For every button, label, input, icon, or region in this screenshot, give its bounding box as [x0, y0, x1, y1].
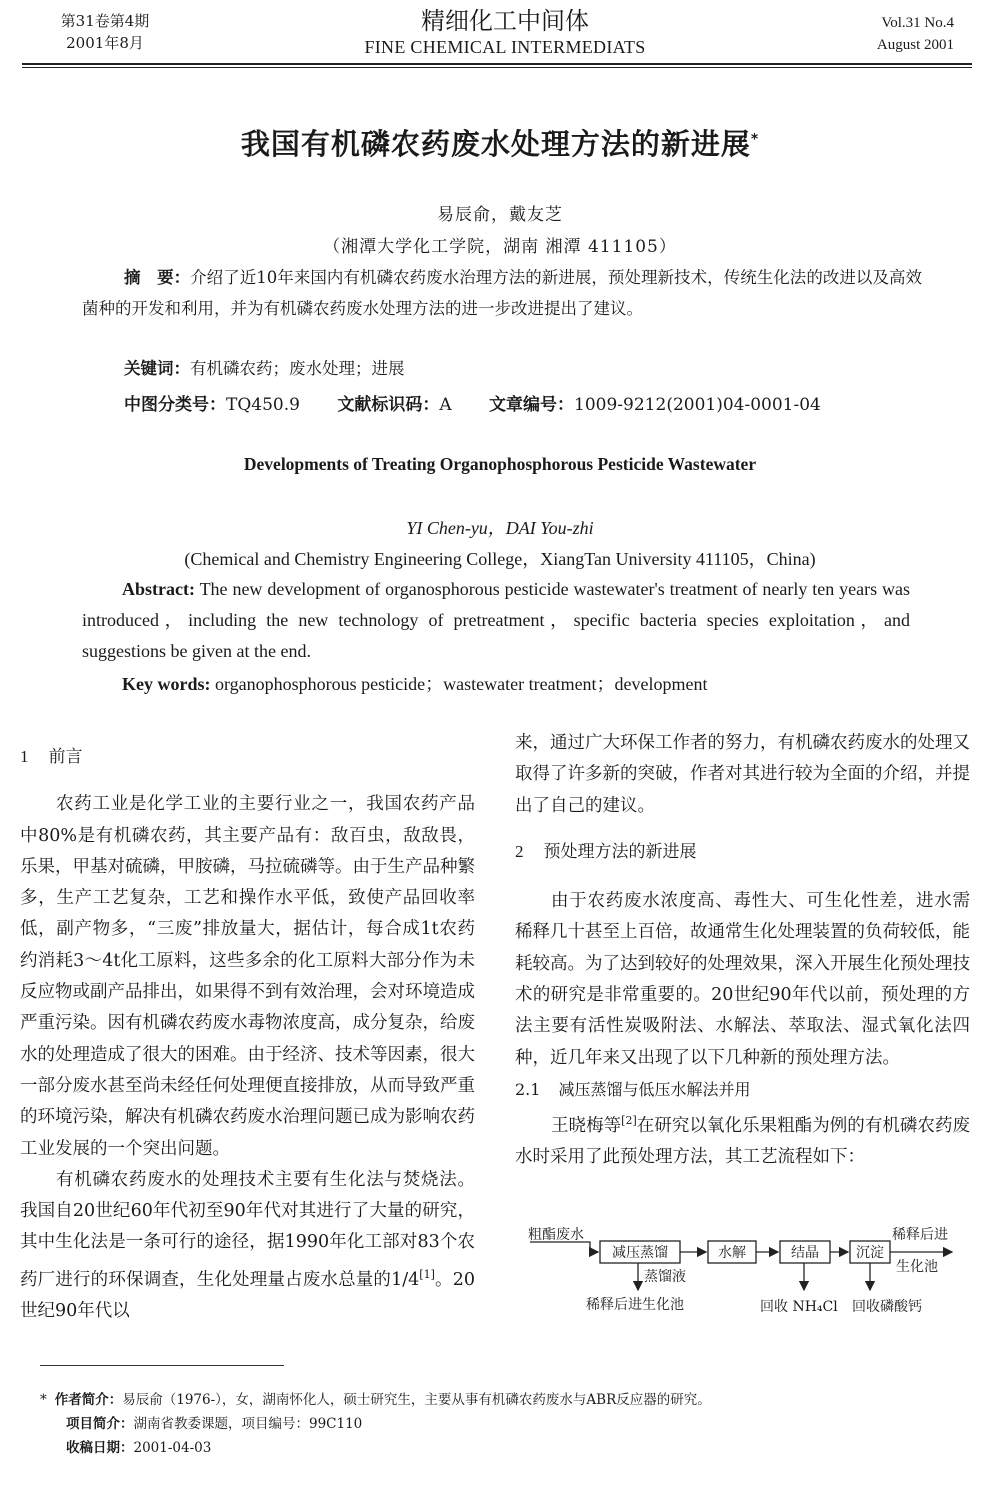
flow-box-hydrolysis-label: 水解 — [718, 1245, 746, 1261]
doc-code-value: A — [439, 395, 452, 415]
abstract-en — [82, 574, 910, 667]
article-title — [0, 122, 1000, 163]
keywords-cn-label: 关键词： — [124, 359, 190, 378]
subsection-2-1-title: 减压蒸馏与低压水解法并用 — [558, 1079, 751, 1099]
section-1-number: 1 — [20, 747, 29, 766]
paragraph-5-ref: [2] — [621, 1114, 637, 1128]
article-no-value: 1009-9212(2001)04-0001-04 — [574, 395, 821, 415]
section-1-heading — [20, 741, 475, 773]
english-authors: YI Chen-yu，DAI You-zhi — [406, 518, 594, 538]
section-2-number: 2 — [515, 841, 524, 861]
abstract-cn — [82, 262, 922, 324]
english-affiliation: (Chemical and Chemistry Engineering College，XiangTan University 411105，China) — [184, 549, 816, 569]
journal-name-cn: 精细化工中间体 — [421, 7, 589, 35]
class-label: 中图分类号： — [124, 395, 226, 415]
process-flow-diagram — [520, 1228, 970, 1318]
footnote-project-label: 项目简介： — [66, 1416, 134, 1432]
flow-box-crystallize-label: 结晶 — [791, 1245, 819, 1261]
paragraph-2-text: 有机磷农药废水的处理技术主要有生化法与焚烧法。我国自20世纪60年代初至90年代对其进行了大量的研究，其中生化法是一条可行的途径，据1990年化工部对83个农药厂进行的环保调查，生化处理量占废水总量的1/4 — [20, 1169, 475, 1290]
footnote-rule — [40, 1365, 284, 1366]
keywords-en-label: Key words: — [122, 674, 211, 694]
header-vol-cn: 第31卷第4期 — [60, 12, 150, 30]
paragraph-5-text: 在研究以氧化乐果粗酯为例的有机磷农药废水时采用了此预处理方法，其工艺流程如下： — [515, 1116, 971, 1168]
flow-branch-1-label: 稀释后进生化池 — [586, 1297, 684, 1313]
abstract-cn-label: 摘 要： — [124, 268, 191, 287]
footnote-project — [66, 1414, 362, 1434]
header-vol-en: Vol.31 No.4 — [881, 15, 954, 31]
section-1-title: 前言 — [48, 747, 83, 767]
header-date-en: August 2001 — [876, 37, 954, 53]
paragraph-3: 来，通过广大环保工作者的努力，有机磷农药废水的处理又取得了许多新的突破，作者对其进行较为全面的介绍，并提出了自己的建议。 — [515, 733, 970, 816]
paragraph-2-ref: [1] — [419, 1267, 435, 1281]
title-text: 我国有机磷农药废水处理方法的新进展 — [240, 127, 751, 161]
flow-output-label-1: 稀释后进 — [892, 1227, 948, 1243]
keywords-en — [122, 670, 708, 696]
class-value: TQ450.9 — [226, 395, 300, 415]
subsection-2-1-heading — [515, 1074, 970, 1105]
flow-branch-3-label: 回收磷酸钙 — [852, 1299, 922, 1315]
english-title: Developments of Treating Organophosphorous Pesticide Wastewater — [243, 454, 757, 474]
keywords-en-text: organophosphorous pesticide；wastewater treatment；development — [215, 674, 708, 694]
body-right-column — [515, 728, 970, 1174]
abstract-cn-text: 介绍了近10年来国内有机磷农药废水治理方法的新进展，预处理新技术，传统生化法的改进以及高效菌种的开发和利用，并为有机磷农药废水处理方法的进一步改进提出了建议。 — [82, 268, 923, 318]
flow-distillate-label: 蒸馏液 — [644, 1269, 686, 1285]
flow-box-precipitate-label: 沉淀 — [856, 1245, 884, 1261]
keywords-cn — [124, 355, 405, 379]
body-left-column — [20, 741, 475, 1327]
flow-output-label-2: 生化池 — [896, 1259, 938, 1275]
section-2-heading — [515, 836, 970, 868]
footnote-author-text: 易辰俞（1976-），女，湖南怀化人，硕士研究生，主要从事有机磷农药废水与ABR反应器的研究。 — [122, 1392, 711, 1408]
keywords-cn-text: 有机磷农药；废水处理；进展 — [190, 359, 405, 378]
header-rule-thin — [22, 67, 972, 68]
footnote-received-label: 收稿日期： — [66, 1440, 134, 1456]
section-2-title: 预处理方法的新进展 — [543, 841, 697, 862]
header-volume-cn — [40, 10, 170, 54]
flow-input-label: 粗酯废水 — [528, 1227, 584, 1243]
footnote-project-text: 湖南省教委课题，项目编号：99C110 — [133, 1416, 363, 1432]
journal-name-en: FINE CHEMICAL INTERMEDIATS — [364, 37, 646, 57]
footnote-received — [66, 1438, 211, 1458]
paragraph-5-head: 王晓梅等 — [551, 1116, 622, 1137]
paragraph-5 — [515, 1105, 970, 1173]
footnote-mark: * — [40, 1392, 47, 1408]
article-authors: 易辰俞，戴友芝 — [437, 205, 563, 225]
abstract-en-text: The new development of organosphorous pesticide wastewater's treatment of nearly ten years was introduced，including the new technology of pretreatment，specific bacteria species exploitation，and suggestions be given at the end. — [82, 579, 910, 661]
article-no-label: 文章编号： — [489, 395, 575, 415]
paragraph-4: 由于农药废水浓度高、毒性大、可生化性差，进水需稀释几十甚至上百倍，故通常生化处理装置的负荷较低，能耗较高。为了达到较好的处理效果，深入开展生化预处理技术的研究是非常重要的。20世纪90年代以前，预处理的方法主要有活性炭吸附法、水解法、萃取法、湿式氧化法四种，近几年来又出现了以下几种新的预处理方法。 — [515, 891, 970, 1068]
subsection-2-1-number: 2.1 — [515, 1079, 541, 1099]
classification-line — [124, 390, 853, 415]
flow-branch-2-label: 回收 NH₄Cl — [760, 1299, 838, 1315]
paragraph-1: 农药工业是化学工业的主要行业之一，我国农药产品中80%是有机磷农药，其主要产品有：敌百虫，敌敌畏，乐果，甲基对硫磷，甲胺磷，马拉硫磷等。由于生产品种繁多，生产工艺复杂，工艺和操作水平低，致使产品回收率低，副产物多，“三废”排放量大，据估计，每合成1t农药约消耗3～4t化工原料，这些多余的化工原料大部分作为未反应物或副产品排出，如果得不到有效治理，会对环境造成严重污染。因有机磷农药废水毒物浓度高，成分复杂，给废水的处理造成了很大的困难。由于经济、技术等因素，很大一部分废水甚至尚未经任何处理便直接排放，从而导致严重的环境污染，解决有机磷农药废水治理问题已成为影响农药工业发展的一个突出问题。 — [20, 794, 475, 1159]
paragraph-2 — [20, 1165, 475, 1327]
title-footnote-mark: * — [750, 131, 760, 148]
flow-box-distill-label: 减压蒸馏 — [612, 1245, 668, 1261]
journal-name — [320, 6, 690, 58]
doc-code-label: 文献标识码： — [337, 395, 440, 415]
article-affiliation: （湘潭大学化工学院，湖南 湘潭 411105） — [323, 237, 677, 257]
footnote-author-label: 作者简介： — [54, 1392, 123, 1408]
header-rule — [22, 63, 972, 65]
header-date-cn: 2001年8月 — [66, 34, 144, 52]
paragraph-2-tail: 。20世纪90年代以 — [20, 1269, 475, 1321]
abstract-en-label: Abstract: — [122, 579, 195, 599]
footnote-received-text: 2001-04-03 — [133, 1440, 212, 1456]
footnote-author — [40, 1390, 711, 1410]
header-volume-en — [794, 12, 954, 56]
